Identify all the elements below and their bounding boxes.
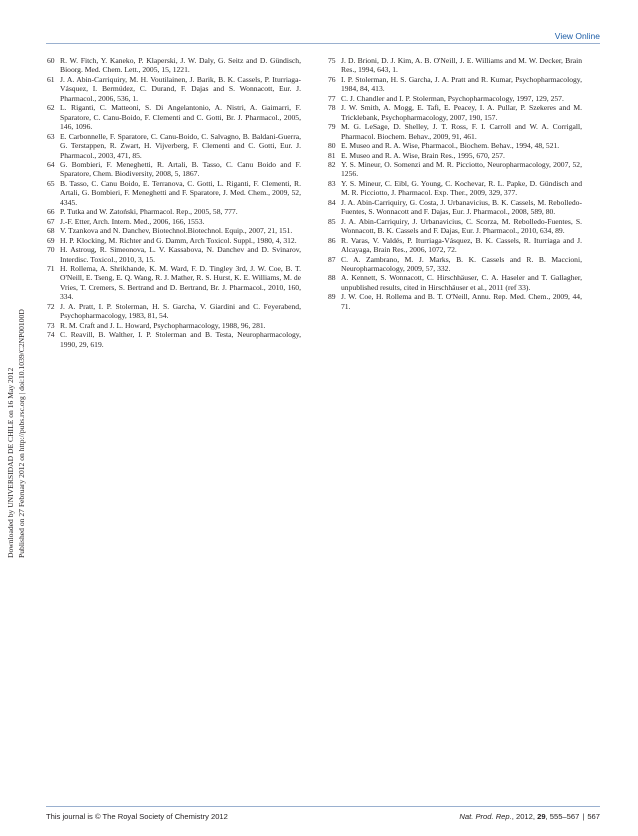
reference-number: 73 [47,320,55,330]
reference-text: B. Tasso, C. Canu Boido, E. Terranova, C. Gotti, L. Riganti, F. Clementi, R. Artali, G. Bombieri, F. Meneghetti and F. Sparatore, J. Med. Chem., 2009, 52, 4345. [60,178,301,207]
reference-text: V. Tzankova and N. Danchev, Biotechnol.Biotechnol. Equip., 2007, 21, 151. [60,226,293,236]
published-note: Published on 27 February 2012 on http://pubs.rsc.org | doi:10.1039/C2NP00100D [17,309,26,558]
reference-item [328,273,582,292]
reference-item [47,56,301,75]
reference-item [47,132,301,160]
copyright-notice: This journal is © The Royal Society of Chemistry 2012 [46,812,228,821]
reference-text: J.-F. Etter, Arch. Intern. Med., 2006, 166, 1553. [60,216,205,226]
reference-item [47,160,301,179]
reference-text: H. Rollema, A. Shrikhande, K. M. Ward, F. D. Tingley 3rd, J. W. Coe, B. T. O'Neill, E. Tseng, E. Q. Wang, R. J. Mather, R. S. Hurst, K. E. Williams, M. de Vries, T. Cremers, S. Bertrand and D. Bertrand, Br. J. Pharmacol., 2010, 160, 334. [60,263,301,302]
downloaded-note: Downloaded by UNIVERSIDAD DE CHILE on 16 May 2012 [6,367,15,558]
citation-volume: 29 [537,812,546,821]
reference-item [328,292,582,311]
citation-year: , 2012, [511,812,538,821]
reference-text: P. Tutka and W. Zatoński, Pharmacol. Rep., 2005, 58, 777. [60,207,238,217]
reference-item [328,94,582,103]
reference-item [328,217,582,236]
reference-number: 69 [47,235,55,245]
reference-number: 79 [328,122,336,132]
reference-item [47,236,301,245]
page-footer [46,812,600,824]
references-right-column [328,56,582,311]
reference-number: 75 [328,56,336,65]
reference-text: J. A. Abin-Carriquiry, G. Costa, J. Urbanavicius, B. K. Cassels, M. Rebolledo-Fuentes, S. Wonnacott and F. Dajas, Eur. J. Pharmacol., 2008, 589, 80. [341,197,582,217]
reference-number: 70 [47,245,55,255]
reference-number: 76 [328,74,336,84]
reference-number: 60 [47,56,55,65]
reference-number: 62 [47,103,55,113]
reference-number: 88 [328,273,336,283]
citation-info [459,812,600,821]
reference-item [328,75,582,94]
reference-text: G. Bombieri, F. Meneghetti, R. Artali, B. Tasso, C. Canu Boido and F. Sparatore, Chem. Biodiversity, 2008, 5, 1867. [60,159,301,179]
reference-text: J. A. Abin-Carriquiry, J. Urbanavicius, C. Scorza, M. Rebolledo-Fuentes, S. Wonnacott, B. K. Cassels and F. Dajas, Eur. J. Pharmacol., 2010, 634, 89. [341,216,582,236]
reference-text: J. D. Brioni, D. J. Kim, A. B. O'Neill, J. E. Williams and M. W. Decker, Brain Res., 1994, 643, 1. [341,56,582,75]
reference-number: 83 [328,178,336,188]
reference-text: C. A. Zambrano, M. J. Marks, B. K. Cassels and R. B. Maccioni, Neuropharmacology, 2009, 57, 332. [341,254,582,273]
reference-number: 65 [47,178,55,188]
reference-text: I. P. Stolerman, H. S. Garcha, J. A. Pratt and R. Kumar, Psychopharmacology, 1984, 84, 413. [341,74,582,94]
reference-number: 67 [47,216,55,226]
reference-item [47,75,301,103]
reference-item [47,245,301,264]
reference-number: 84 [328,197,336,207]
reference-number: 66 [47,207,55,217]
reference-item [328,151,582,160]
reference-text: R. M. Craft and J. L. Howard, Psychopharmacology, 1988, 96, 281. [60,320,266,330]
reference-item [328,198,582,217]
reference-number: 80 [328,141,336,151]
reference-text: H. P. Klocking, M. Richter and G. Damm, Arch Toxicol. Suppl., 1980, 4, 312. [60,235,297,245]
references-left-column [47,56,301,349]
reference-text: J. W. Coe, H. Rollema and B. T. O'Neill, Annu. Rep. Med. Chem., 2009, 44, 71. [341,292,582,311]
reference-item [47,321,301,330]
reference-number: 78 [328,103,336,113]
reference-item [47,217,301,226]
side-notes [0,0,40,836]
reference-number: 87 [328,254,336,264]
reference-text: J. A. Pratt, I. P. Stolerman, H. S. Garcha, V. Giardini and C. Feyerabend, Psychopharmacology, 1983, 81, 54. [60,301,301,321]
reference-number: 77 [328,93,336,103]
reference-text: C. Reavill, B. Walther, I. P. Stolerman and B. Testa, Neuropharmacology, 1990, 29, 619. [60,330,301,349]
reference-number: 86 [328,235,336,245]
view-online-link[interactable]: View Online [554,31,600,41]
reference-item [328,179,582,198]
reference-item [328,56,582,75]
page-number: 567 [587,812,600,821]
reference-item [328,236,582,255]
reference-number: 61 [47,74,55,84]
reference-item [47,207,301,216]
reference-item [47,302,301,321]
reference-text: Y. S. Mineur, C. Eibl, G. Young, C. Kochevar, R. L. Papke, D. Gündisch and M. R. Picciotto, J. Pharmacol. Exp. Ther., 2009, 329, 377. [341,178,582,198]
reference-text: E. Carbonnelle, F. Sparatore, C. Canu-Boido, C. Salvagno, B. Baldani-Guerra, G. Terstappen, R. Zwart, H. Vijverberg, F. Clementi and C. Gotti, Eur. J. Pharmacol., 2003, 471, 85. [60,131,301,160]
reference-number: 85 [328,216,336,226]
reference-text: A. Kennett, S. Wonnacott, C. Hirschhäuser, C. A. Haseler and T. Gallagher, unpublished results, cited in Hirschhäuser et al., 2011 (ref 33). [341,273,582,292]
reference-text: M. G. LeSage, D. Shelley, J. T. Ross, F. I. Carroll and W. A. Corrigall, Pharmacol. Biochem. Behav., 2009, 91, 461. [341,122,582,141]
reference-item [328,255,582,274]
reference-text: J. W. Smith, A. Mogg, E. Tafi, E. Peacey, I. A. Pullar, P. Szekeres and M. Tricklebank, Psychopharmacology, 2007, 190, 157. [341,103,582,122]
reference-item [47,264,301,302]
reference-number: 63 [47,131,55,141]
reference-item [47,103,301,131]
reference-number: 89 [328,292,336,302]
reference-text: E. Museo and R. A. Wise, Pharmacol., Biochem. Behav., 1994, 48, 521. [341,141,560,151]
reference-text: R. W. Fitch, Y. Kaneko, P. Klaperski, J. W. Daly, G. Seitz and D. Gündisch, Bioorg. Med. Chem. Lett., 2005, 15, 1221. [60,56,301,75]
reference-number: 71 [47,263,55,273]
reference-text: H. Astroug, R. Simeonova, L. V. Kassabova, N. Danchev and D. Svinarov, Interdisc. Toxicol., 2010, 3, 15. [60,245,301,264]
footer-separator: | [582,812,585,821]
citation-pages: , 555–567 [545,812,580,821]
reference-item [328,103,582,122]
reference-text: J. A. Abin-Carriquiry, M. H. Voutilainen, J. Barik, B. K. Cassels, P. Iturriaga-Vásquez, I. Bermúdez, C. Durand, F. Dajas and S. Wonnacott, Eur. J. Pharmacol., 2006, 536, 1. [60,74,301,103]
reference-number: 82 [328,159,336,169]
reference-number: 64 [47,159,55,169]
reference-number: 72 [47,301,55,311]
reference-text: R. Varas, V. Valdés, P. Iturriaga-Vásquez, B. K. Cassels, R. Iturriaga and J. Alcayaga, Brain Res., 2006, 1072, 72. [341,235,582,255]
reference-item [47,226,301,235]
reference-text: L. Riganti, C. Matteoni, S. Di Angelantonio, A. Nistri, A. Gaimarri, F. Sparatore, C. Canu-Boido, F. Clementi and C. Gotti, Br. J. Pharmacol., 2005, 146, 1096. [60,103,301,132]
reference-item [47,330,301,349]
reference-number: 74 [47,330,55,340]
reference-item [47,179,301,207]
reference-text: Y. S. Mineur, O. Somenzi and M. R. Picciotto, Neuropharmacology, 2007, 52, 1256. [341,159,582,179]
reference-text: E. Museo and R. A. Wise, Brain Res., 1995, 670, 257. [341,150,505,160]
journal-name: Nat. Prod. Rep. [459,812,512,821]
footer-rule [46,806,600,807]
reference-item [328,141,582,150]
reference-item [328,160,582,179]
reference-number: 68 [47,226,55,236]
reference-item [328,122,582,141]
top-rule [46,43,600,44]
reference-text: C. J. Chandler and I. P. Stolerman, Psychopharmacology, 1997, 129, 257. [341,93,564,103]
reference-number: 81 [328,150,336,160]
